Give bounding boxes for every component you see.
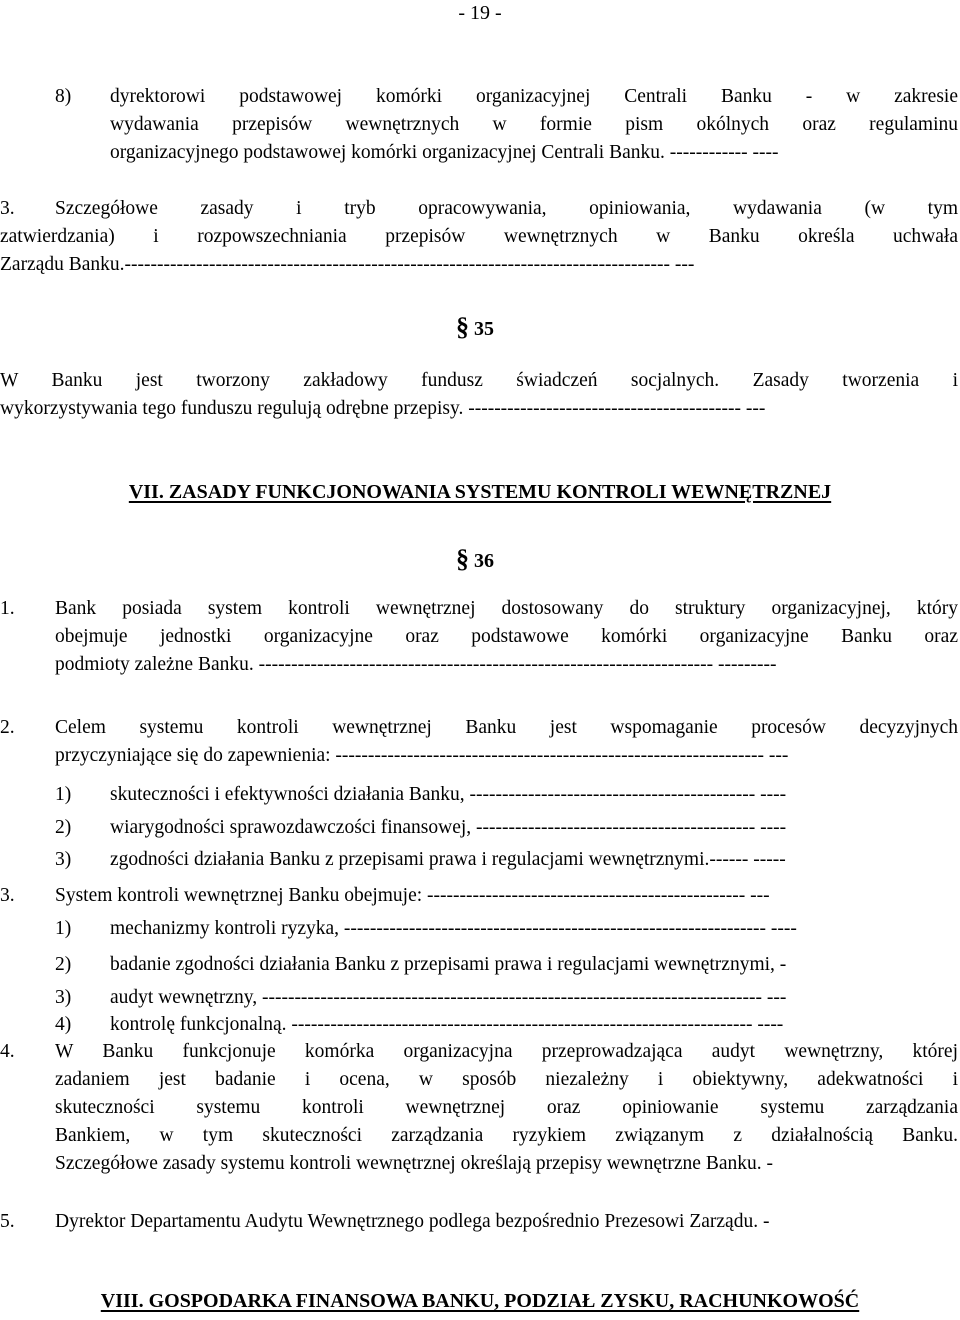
para-3-line-2: zatwierdzania) i rozpowszechniania przepisów wewnętrznych w Banku określa uchwała: [0, 226, 958, 247]
section-sign: §: [456, 312, 469, 341]
item-number: 1): [55, 918, 72, 939]
s36-p1-number: 1.: [0, 598, 15, 619]
item-8-line-2: wydawania przepisów wewnętrznych w formie pism okólnych oraz regulaminu: [110, 114, 958, 135]
item-number: 2): [55, 817, 72, 838]
s36-p4-line-5: Szczegółowe zasady systemu kontroli wewnętrznej określają przepisy wewnętrzne Banku. -: [55, 1153, 773, 1174]
item-8-number: 8): [55, 86, 72, 107]
s36-p3-text: System kontroli wewnętrznej Banku obejmuje: ------------------------------------------------- ---: [55, 885, 770, 906]
item-text: audyt wewnętrzny, ----------------------------------------------------------------------------- ---: [110, 987, 787, 1008]
s36-p2-line-1: Celem systemu kontroli wewnętrznej Banku jest wspomaganie procesów decyzyjnych: [55, 717, 958, 738]
s36-p4-line-1: W Banku funkcjonuje komórka organizacyjna przeprowadzająca audyt wewnętrzny, której: [55, 1041, 958, 1062]
section-number: 35: [474, 318, 494, 340]
section-number: 36: [474, 550, 494, 572]
s36-p4-line-3: skuteczności systemu kontroli wewnętrznej oraz opiniowanie systemu zarządzania: [55, 1097, 958, 1118]
item-number: 4): [55, 1014, 72, 1035]
section-35-heading: [456, 312, 494, 342]
s36-p2-item-1: [55, 781, 958, 809]
page-number: - 19 -: [458, 2, 502, 24]
item-number: 1): [55, 784, 72, 805]
s36-p2-line-2: przyczyniające się do zapewnienia: ------------------------------------------------------------------ ---: [55, 745, 789, 766]
s36-p3-item-4: [55, 1011, 958, 1039]
item-text: badanie zgodności działania Banku z przepisami prawa i regulacjami wewnętrznymi, -: [110, 954, 787, 975]
item-number: 2): [55, 954, 72, 975]
section-36-heading: [456, 544, 494, 574]
item-text: wiarygodności sprawozdawczości finansowej, ------------------------------------------- ----: [110, 817, 787, 838]
section-35-line-2: wykorzystywania tego funduszu regulują odrębne przepisy. ------------------------------------------ ---: [0, 398, 766, 419]
s36-p2-item-3: [55, 846, 958, 874]
s36-p4-line-4: Bankiem, w tym skuteczności zarządzania ryzykiem związanym z działalnością Banku.: [55, 1125, 958, 1146]
item-number: 3): [55, 849, 72, 870]
s36-p2-number: 2.: [0, 717, 15, 738]
s36-p3-number: 3.: [0, 885, 15, 906]
s36-p2-item-2: [55, 814, 958, 842]
chapter-vii-heading: VII. ZASADY FUNKCJONOWANIA SYSTEMU KONTROLI WEWNĘTRZNEJ: [128, 481, 832, 503]
s36-p4-line-2: zadaniem jest badanie i ocena, w sposób niezależny i obiektywny, adekwatności i: [55, 1069, 958, 1090]
s36-p5-text: Dyrektor Departamentu Audytu Wewnętrznego podlega bezpośrednio Prezesowi Zarządu. -: [55, 1211, 770, 1232]
s36-p4-number: 4.: [0, 1041, 15, 1062]
s36-p3-item-1: [55, 915, 958, 943]
s36-p1-line-1: Bank posiada system kontroli wewnętrznej dostosowany do struktury organizacyjnej, który: [55, 598, 958, 619]
para-3-line-3: Zarządu Banku.------------------------------------------------------------------------------------ ---: [0, 254, 695, 275]
para-3-number: 3.: [0, 198, 15, 219]
s36-p5-number: 5.: [0, 1211, 15, 1232]
para-3-line-1: Szczegółowe zasady i tryb opracowywania, opiniowania, wydawania (w tym: [55, 198, 958, 219]
s36-p1-line-3: podmioty zależne Banku. ---------------------------------------------------------------------- ---------: [55, 654, 777, 675]
item-text: skuteczności i efektywności działania Banku, -------------------------------------------- ----: [110, 784, 787, 805]
s36-p3-item-2: [55, 951, 958, 979]
item-text: zgodności działania Banku z przepisami prawa i regulacjami wewnętrznymi.------ -----: [110, 849, 786, 870]
s36-p1-line-2: obejmuje jednostki organizacyjne oraz podstawowe komórki organizacyjne Banku oraz: [55, 626, 958, 647]
s36-p3-item-3: [55, 984, 958, 1012]
item-8-line-1: dyrektorowi podstawowej komórki organizacyjnej Centrali Banku - w zakresie: [110, 86, 958, 107]
item-8-line-3: organizacyjnego podstawowej komórki organizacyjnej Centrali Banku. ------------ ----: [110, 142, 779, 163]
section-35-line-1: W Banku jest tworzony zakładowy fundusz świadczeń socjalnych. Zasady tworzenia i: [0, 370, 958, 391]
item-text: mechanizmy kontroli ryzyka, ----------------------------------------------------------------- ----: [110, 918, 797, 939]
item-number: 3): [55, 987, 72, 1008]
chapter-viii-heading: VIII. GOSPODARKA FINANSOWA BANKU, PODZIAŁ ZYSKU, RACHUNKOWOŚĆ: [100, 1290, 860, 1312]
item-text: kontrolę funkcjonalną. ----------------------------------------------------------------------- ----: [110, 1014, 784, 1035]
section-sign: §: [456, 544, 469, 573]
